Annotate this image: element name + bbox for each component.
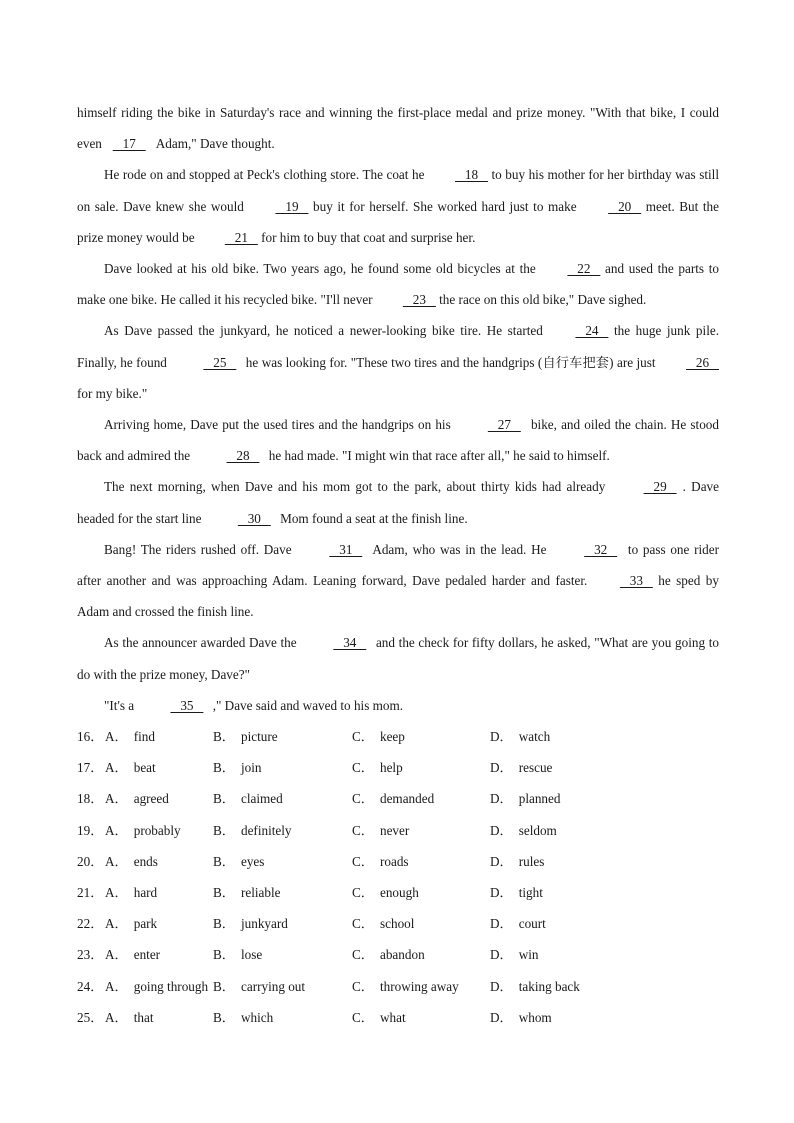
blank-26: 26 bbox=[686, 354, 719, 370]
option-a bbox=[105, 971, 213, 1002]
blank-29: 29 bbox=[643, 479, 677, 495]
option-text: enough bbox=[379, 884, 419, 900]
option-letter: C． bbox=[352, 791, 374, 807]
option-a bbox=[105, 752, 213, 783]
passage-text: the huge junk pile. Finally, he found bbox=[77, 323, 720, 370]
option-a bbox=[105, 846, 213, 877]
option-b bbox=[213, 971, 352, 1002]
option-c bbox=[352, 815, 490, 846]
option-letter: D． bbox=[490, 791, 513, 807]
option-c bbox=[352, 783, 490, 814]
passage-paragraph bbox=[77, 534, 719, 628]
option-letter: D． bbox=[490, 916, 513, 932]
option-text: claimed bbox=[240, 791, 283, 807]
option-a bbox=[105, 1002, 213, 1033]
passage-text: As the announcer awarded Dave the bbox=[104, 635, 301, 651]
option-text: whom bbox=[518, 1009, 552, 1025]
option-c bbox=[352, 846, 490, 877]
option-letter: D． bbox=[490, 1009, 513, 1025]
blank-17: 17 bbox=[112, 136, 146, 152]
option-letter: A． bbox=[105, 978, 128, 994]
option-letter: D． bbox=[490, 822, 513, 838]
passage-text: As Dave passed the junkyard, he noticed a newer-looking bike tire. He started bbox=[104, 323, 549, 339]
passage-paragraph bbox=[77, 627, 719, 689]
option-letter: B． bbox=[213, 760, 235, 776]
option-letter: A． bbox=[105, 729, 128, 744]
option-letter: C． bbox=[352, 853, 374, 869]
passage-paragraph bbox=[77, 315, 719, 409]
option-text: going through bbox=[133, 978, 209, 994]
option-text: tight bbox=[518, 884, 543, 900]
option-letter: B． bbox=[213, 822, 235, 838]
option-b bbox=[213, 846, 352, 877]
option-letter: D． bbox=[490, 884, 513, 900]
option-text: probably bbox=[133, 822, 181, 838]
blank-24: 24 bbox=[575, 323, 609, 339]
question-row bbox=[77, 939, 719, 970]
blank-35: 35 bbox=[170, 697, 204, 713]
option-letter: B． bbox=[213, 978, 235, 994]
option-text: roads bbox=[379, 853, 409, 869]
passage-text: himself riding the bike in Saturday's race and winning the first-place medal and prize money. "With that bike, I could even bbox=[77, 105, 719, 152]
option-b bbox=[213, 877, 352, 908]
passage-text: the race on this old bike," Dave sighed. bbox=[435, 292, 647, 308]
question-row bbox=[77, 721, 719, 752]
option-letter: D． bbox=[490, 947, 513, 963]
option-letter: D． bbox=[490, 729, 513, 744]
option-text: help bbox=[379, 760, 403, 776]
option-letter: C． bbox=[352, 884, 374, 900]
option-text: join bbox=[240, 760, 262, 776]
question-number: 18． bbox=[77, 791, 104, 807]
option-b bbox=[213, 939, 352, 970]
option-text: agreed bbox=[133, 791, 169, 807]
blank-18: 18 bbox=[454, 167, 488, 183]
passage-paragraph bbox=[77, 690, 719, 721]
option-text: never bbox=[379, 822, 410, 838]
option-letter: B． bbox=[213, 791, 235, 807]
passage-text: Adam," Dave thought. bbox=[153, 136, 275, 152]
option-letter: B． bbox=[213, 884, 235, 900]
option-letter: A． bbox=[105, 822, 128, 838]
option-a bbox=[105, 939, 213, 970]
passage-text: buy it for herself. She worked hard just to make bbox=[308, 198, 582, 214]
option-text: find bbox=[133, 729, 155, 744]
option-letter: C． bbox=[352, 822, 374, 838]
blank-31: 31 bbox=[329, 541, 363, 557]
option-text: school bbox=[379, 916, 415, 932]
option-letter: C． bbox=[352, 978, 374, 994]
option-letter: B． bbox=[213, 947, 235, 963]
option-letter: D． bbox=[490, 760, 513, 776]
blank-21: 21 bbox=[224, 229, 258, 245]
blank-22: 22 bbox=[567, 261, 601, 277]
passage-text: to buy his mother for her birthday was still on sale. Dave knew she would bbox=[77, 167, 719, 214]
option-text: keep bbox=[379, 729, 405, 744]
option-b bbox=[213, 908, 352, 939]
option-a bbox=[105, 877, 213, 908]
passage-text: ," Dave said and waved to his mom. bbox=[209, 697, 404, 713]
blank-27: 27 bbox=[487, 417, 521, 433]
passage-text: he sped by Adam and crossed the finish line. bbox=[77, 573, 719, 620]
option-text: win bbox=[518, 947, 539, 963]
question-row bbox=[77, 971, 719, 1002]
option-letter: C． bbox=[352, 947, 374, 963]
option-d bbox=[490, 752, 690, 783]
question-number: 24． bbox=[77, 978, 104, 994]
passage-text: Arriving home, Dave put the used tires and the handgrips on his bbox=[104, 417, 455, 433]
option-a bbox=[105, 783, 213, 814]
blank-28: 28 bbox=[226, 448, 260, 464]
blank-32: 32 bbox=[584, 541, 618, 557]
option-a bbox=[105, 721, 213, 752]
option-letter: C． bbox=[352, 916, 374, 932]
option-c bbox=[352, 752, 490, 783]
passage-text: he was looking for. "These two tires and the handgrips (自行车把套) are just bbox=[242, 354, 659, 370]
option-b bbox=[213, 783, 352, 814]
option-text: beat bbox=[133, 760, 156, 776]
option-d bbox=[490, 783, 690, 814]
option-text: throwing away bbox=[379, 978, 459, 994]
passage-text: Adam, who was in the lead. He bbox=[368, 541, 552, 557]
passage-paragraph bbox=[77, 471, 719, 533]
passage-paragraph bbox=[77, 253, 719, 315]
option-letter: A． bbox=[105, 853, 128, 869]
option-text: demanded bbox=[379, 791, 435, 807]
option-text: ends bbox=[133, 853, 158, 869]
option-text: junkyard bbox=[240, 916, 288, 932]
question-number: 23． bbox=[77, 947, 104, 963]
passage-text: Dave looked at his old bike. Two years ago, he found some old bicycles at the bbox=[104, 261, 541, 277]
passage-text: Bang! The riders rushed off. Dave bbox=[104, 541, 297, 557]
passage-text: He rode on and stopped at Peck's clothing store. The coat he bbox=[104, 167, 428, 183]
option-text: watch bbox=[518, 729, 551, 744]
blank-33: 33 bbox=[619, 573, 653, 589]
option-text: hard bbox=[133, 884, 158, 900]
passage-paragraph bbox=[77, 409, 719, 471]
option-d bbox=[490, 846, 690, 877]
option-b bbox=[213, 721, 352, 752]
passage-text: Mom found a seat at the finish line. bbox=[276, 510, 468, 526]
passage-text: meet. But the prize money would be bbox=[77, 198, 719, 245]
passage-text: and used the parts to make one bike. He called it his recycled bike. "I'll never bbox=[77, 261, 719, 308]
option-b bbox=[213, 815, 352, 846]
option-d bbox=[490, 721, 690, 752]
question-list bbox=[77, 721, 719, 1033]
question-number: 25． bbox=[77, 1009, 104, 1025]
question-row bbox=[77, 752, 719, 783]
question-number: 21． bbox=[77, 884, 104, 900]
option-letter: A． bbox=[105, 947, 128, 963]
question-number: 16． bbox=[77, 729, 104, 744]
option-c bbox=[352, 908, 490, 939]
option-letter: B． bbox=[213, 853, 235, 869]
question-row bbox=[77, 783, 719, 814]
cloze-passage bbox=[77, 97, 719, 721]
option-c bbox=[352, 721, 490, 752]
option-text: seldom bbox=[518, 822, 557, 838]
option-text: rescue bbox=[518, 760, 553, 776]
blank-20: 20 bbox=[608, 198, 642, 214]
option-letter: B． bbox=[213, 916, 235, 932]
passage-text: he had made. "I might win that race after all," he said to himself. bbox=[265, 448, 610, 464]
passage-text: . Dave headed for the start line bbox=[77, 479, 719, 526]
passage-paragraph bbox=[77, 97, 719, 159]
option-c bbox=[352, 1002, 490, 1033]
option-letter: D． bbox=[490, 853, 513, 869]
option-d bbox=[490, 971, 690, 1002]
option-c bbox=[352, 877, 490, 908]
question-row bbox=[77, 846, 719, 877]
option-letter: B． bbox=[213, 729, 235, 744]
passage-paragraph bbox=[77, 159, 719, 253]
option-d bbox=[490, 939, 690, 970]
passage-text: for my bike." bbox=[77, 385, 148, 401]
option-d bbox=[490, 1002, 690, 1033]
option-letter: A． bbox=[105, 884, 128, 900]
option-text: taking back bbox=[518, 978, 580, 994]
option-letter: B． bbox=[213, 1009, 235, 1025]
question-number: 22． bbox=[77, 916, 104, 932]
option-letter: C． bbox=[352, 1009, 374, 1025]
option-text: planned bbox=[518, 791, 561, 807]
passage-text: to pass one rider after another and was approaching Adam. Leaning forward, Dave pedaled harder and faster. bbox=[77, 541, 719, 589]
option-text: picture bbox=[240, 729, 278, 744]
blank-30: 30 bbox=[237, 510, 271, 526]
option-letter: D． bbox=[490, 978, 513, 994]
option-letter: C． bbox=[352, 760, 374, 776]
option-c bbox=[352, 971, 490, 1002]
option-text: rules bbox=[518, 853, 545, 869]
passage-text: bike, and oiled the chain. He stood back and admired the bbox=[77, 417, 719, 464]
question-row bbox=[77, 908, 719, 939]
option-letter: A． bbox=[105, 1009, 128, 1025]
blank-19: 19 bbox=[275, 198, 309, 214]
option-d bbox=[490, 877, 690, 908]
question-number: 17． bbox=[77, 760, 104, 776]
blank-25: 25 bbox=[203, 354, 237, 370]
option-text: lose bbox=[240, 947, 263, 963]
option-b bbox=[213, 752, 352, 783]
question-number: 20． bbox=[77, 853, 104, 869]
option-text: definitely bbox=[240, 822, 292, 838]
passage-text: for him to buy that coat and surprise her. bbox=[257, 229, 476, 245]
option-text: which bbox=[240, 1009, 274, 1025]
option-text: court bbox=[518, 916, 546, 932]
option-c bbox=[352, 939, 490, 970]
option-d bbox=[490, 908, 690, 939]
option-text: reliable bbox=[240, 884, 281, 900]
option-text: abandon bbox=[379, 947, 425, 963]
option-text: eyes bbox=[240, 853, 265, 869]
option-text: that bbox=[133, 1009, 154, 1025]
option-text: what bbox=[379, 1009, 406, 1025]
option-letter: A． bbox=[105, 916, 128, 932]
question-row bbox=[77, 1002, 719, 1033]
option-letter: C． bbox=[352, 729, 374, 744]
option-a bbox=[105, 815, 213, 846]
blank-23: 23 bbox=[402, 292, 436, 308]
question-row bbox=[77, 815, 719, 846]
passage-text: The next morning, when Dave and his mom got to the park, about thirty kids had already bbox=[104, 479, 611, 495]
question-row bbox=[77, 877, 719, 908]
passage-text: and the check for fifty dollars, he asked, "What are you going to do with the prize money, Dave?" bbox=[77, 635, 719, 682]
option-text: enter bbox=[133, 947, 161, 963]
option-letter: A． bbox=[105, 760, 128, 776]
option-text: carrying out bbox=[240, 978, 306, 994]
option-text: park bbox=[133, 916, 158, 932]
blank-34: 34 bbox=[333, 635, 367, 651]
option-letter: A． bbox=[105, 791, 128, 807]
question-number: 19． bbox=[77, 822, 104, 838]
option-b bbox=[213, 1002, 352, 1033]
passage-text: "It's a bbox=[104, 697, 138, 713]
option-a bbox=[105, 908, 213, 939]
option-d bbox=[490, 815, 690, 846]
